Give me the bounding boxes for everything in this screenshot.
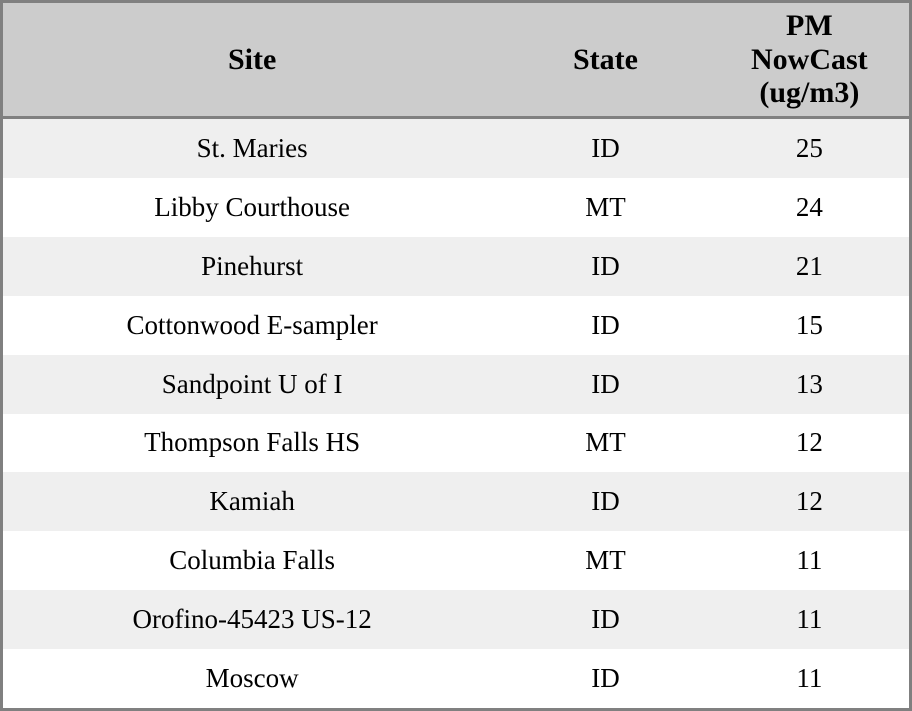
cell-state: ID [501,472,709,531]
table-row [3,590,909,649]
column-header-state: State [501,3,709,117]
cell-state: MT [501,414,709,473]
air-quality-table [3,3,909,708]
cell-site: Cottonwood E-sampler [3,296,501,355]
cell-site: Libby Courthouse [3,178,501,237]
cell-site: Sandpoint U of I [3,355,501,414]
column-header-site: Site [3,3,501,117]
cell-state: ID [501,296,709,355]
cell-state: MT [501,178,709,237]
cell-site: Pinehurst [3,237,501,296]
table-row [3,472,909,531]
cell-value: 25 [710,117,909,178]
column-header-pm-nowcast [710,3,909,117]
cell-value: 11 [710,649,909,708]
cell-site: Thompson Falls HS [3,414,501,473]
table-header [3,3,909,117]
cell-value: 15 [710,296,909,355]
table-row [3,296,909,355]
table-row [3,414,909,473]
cell-site: Moscow [3,649,501,708]
cell-site: Columbia Falls [3,531,501,590]
table-row [3,649,909,708]
table-row [3,237,909,296]
table-row [3,117,909,178]
table-row [3,178,909,237]
table-body [3,117,909,708]
cell-site: Kamiah [3,472,501,531]
cell-value: 11 [710,590,909,649]
cell-state: ID [501,649,709,708]
cell-value: 11 [710,531,909,590]
table-row [3,531,909,590]
table-row [3,355,909,414]
cell-value: 24 [710,178,909,237]
cell-state: MT [501,531,709,590]
cell-state: ID [501,237,709,296]
column-header-pm-nowcast-line1: PM [786,9,833,42]
cell-state: ID [501,590,709,649]
cell-value: 21 [710,237,909,296]
cell-value: 12 [710,472,909,531]
cell-site: Orofino-45423 US-12 [3,590,501,649]
cell-site: St. Maries [3,117,501,178]
cell-value: 12 [710,414,909,473]
cell-value: 13 [710,355,909,414]
header-row [3,3,909,117]
column-header-pm-nowcast-line3: (ug/m3) [759,76,860,110]
cell-state: ID [501,117,709,178]
cell-state: ID [501,355,709,414]
column-header-pm-nowcast-line2: NowCast [751,42,868,76]
